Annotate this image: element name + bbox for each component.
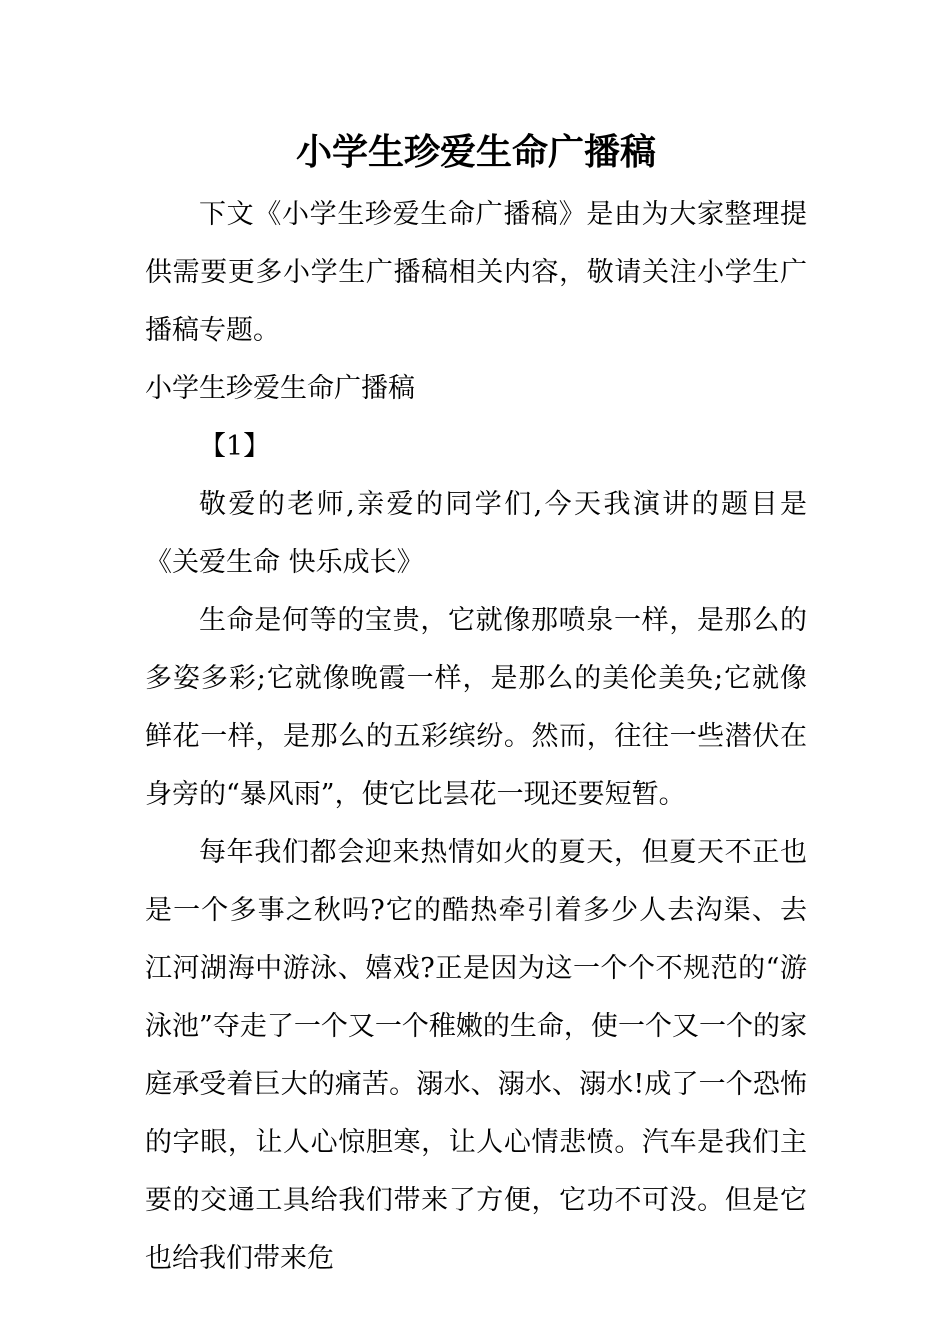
subtitle: 小学生珍爱生命广播稿 — [145, 373, 415, 404]
greeting-paragraph: 敬爱的老师,亲爱的同学们,今天我演讲的题目是《关爱生命 快乐成长》 — [145, 489, 807, 578]
section-label: 【1】 — [199, 431, 271, 462]
intro-paragraph: 下文《小学生珍爱生命广播稿》是由为大家整理提供需要更多小学生广播稿相关内容，敬请关注小学生广播稿专题。 — [145, 199, 807, 346]
body-paragraph-1: 生命是何等的宝贵，它就像那喷泉一样，是那么的多姿多彩;它就像晚霞一样，是那么的美伦美奂;它就像鲜花一样，是那么的五彩缤纷。然而，往往一些潜伏在身旁的“暴风雨”，使它比昙花一现还要短暂。 — [145, 605, 807, 810]
body-paragraph-2: 每年我们都会迎来热情如火的夏天，但夏天不正也是一个多事之秋吗?它的酷热牵引着多少人去沟渠、去江河湖海中游泳、嬉戏?正是因为这一个个不规范的“游泳池”夺走了一个又一个稚嫩的生命，使一个又一个的家庭承受着巨大的痛苦。溺水、溺水、溺水!成了一个恐怖的字眼，让人心惊胆寒，让人心情悲愤。汽车是我们主要的交通工具给我们带来了方便，它功不可没。但是它也给我们带来危 — [145, 837, 807, 1274]
document-body — [145, 122, 807, 1288]
page-title: 小学生珍爱生命广播稿 — [295, 131, 656, 173]
